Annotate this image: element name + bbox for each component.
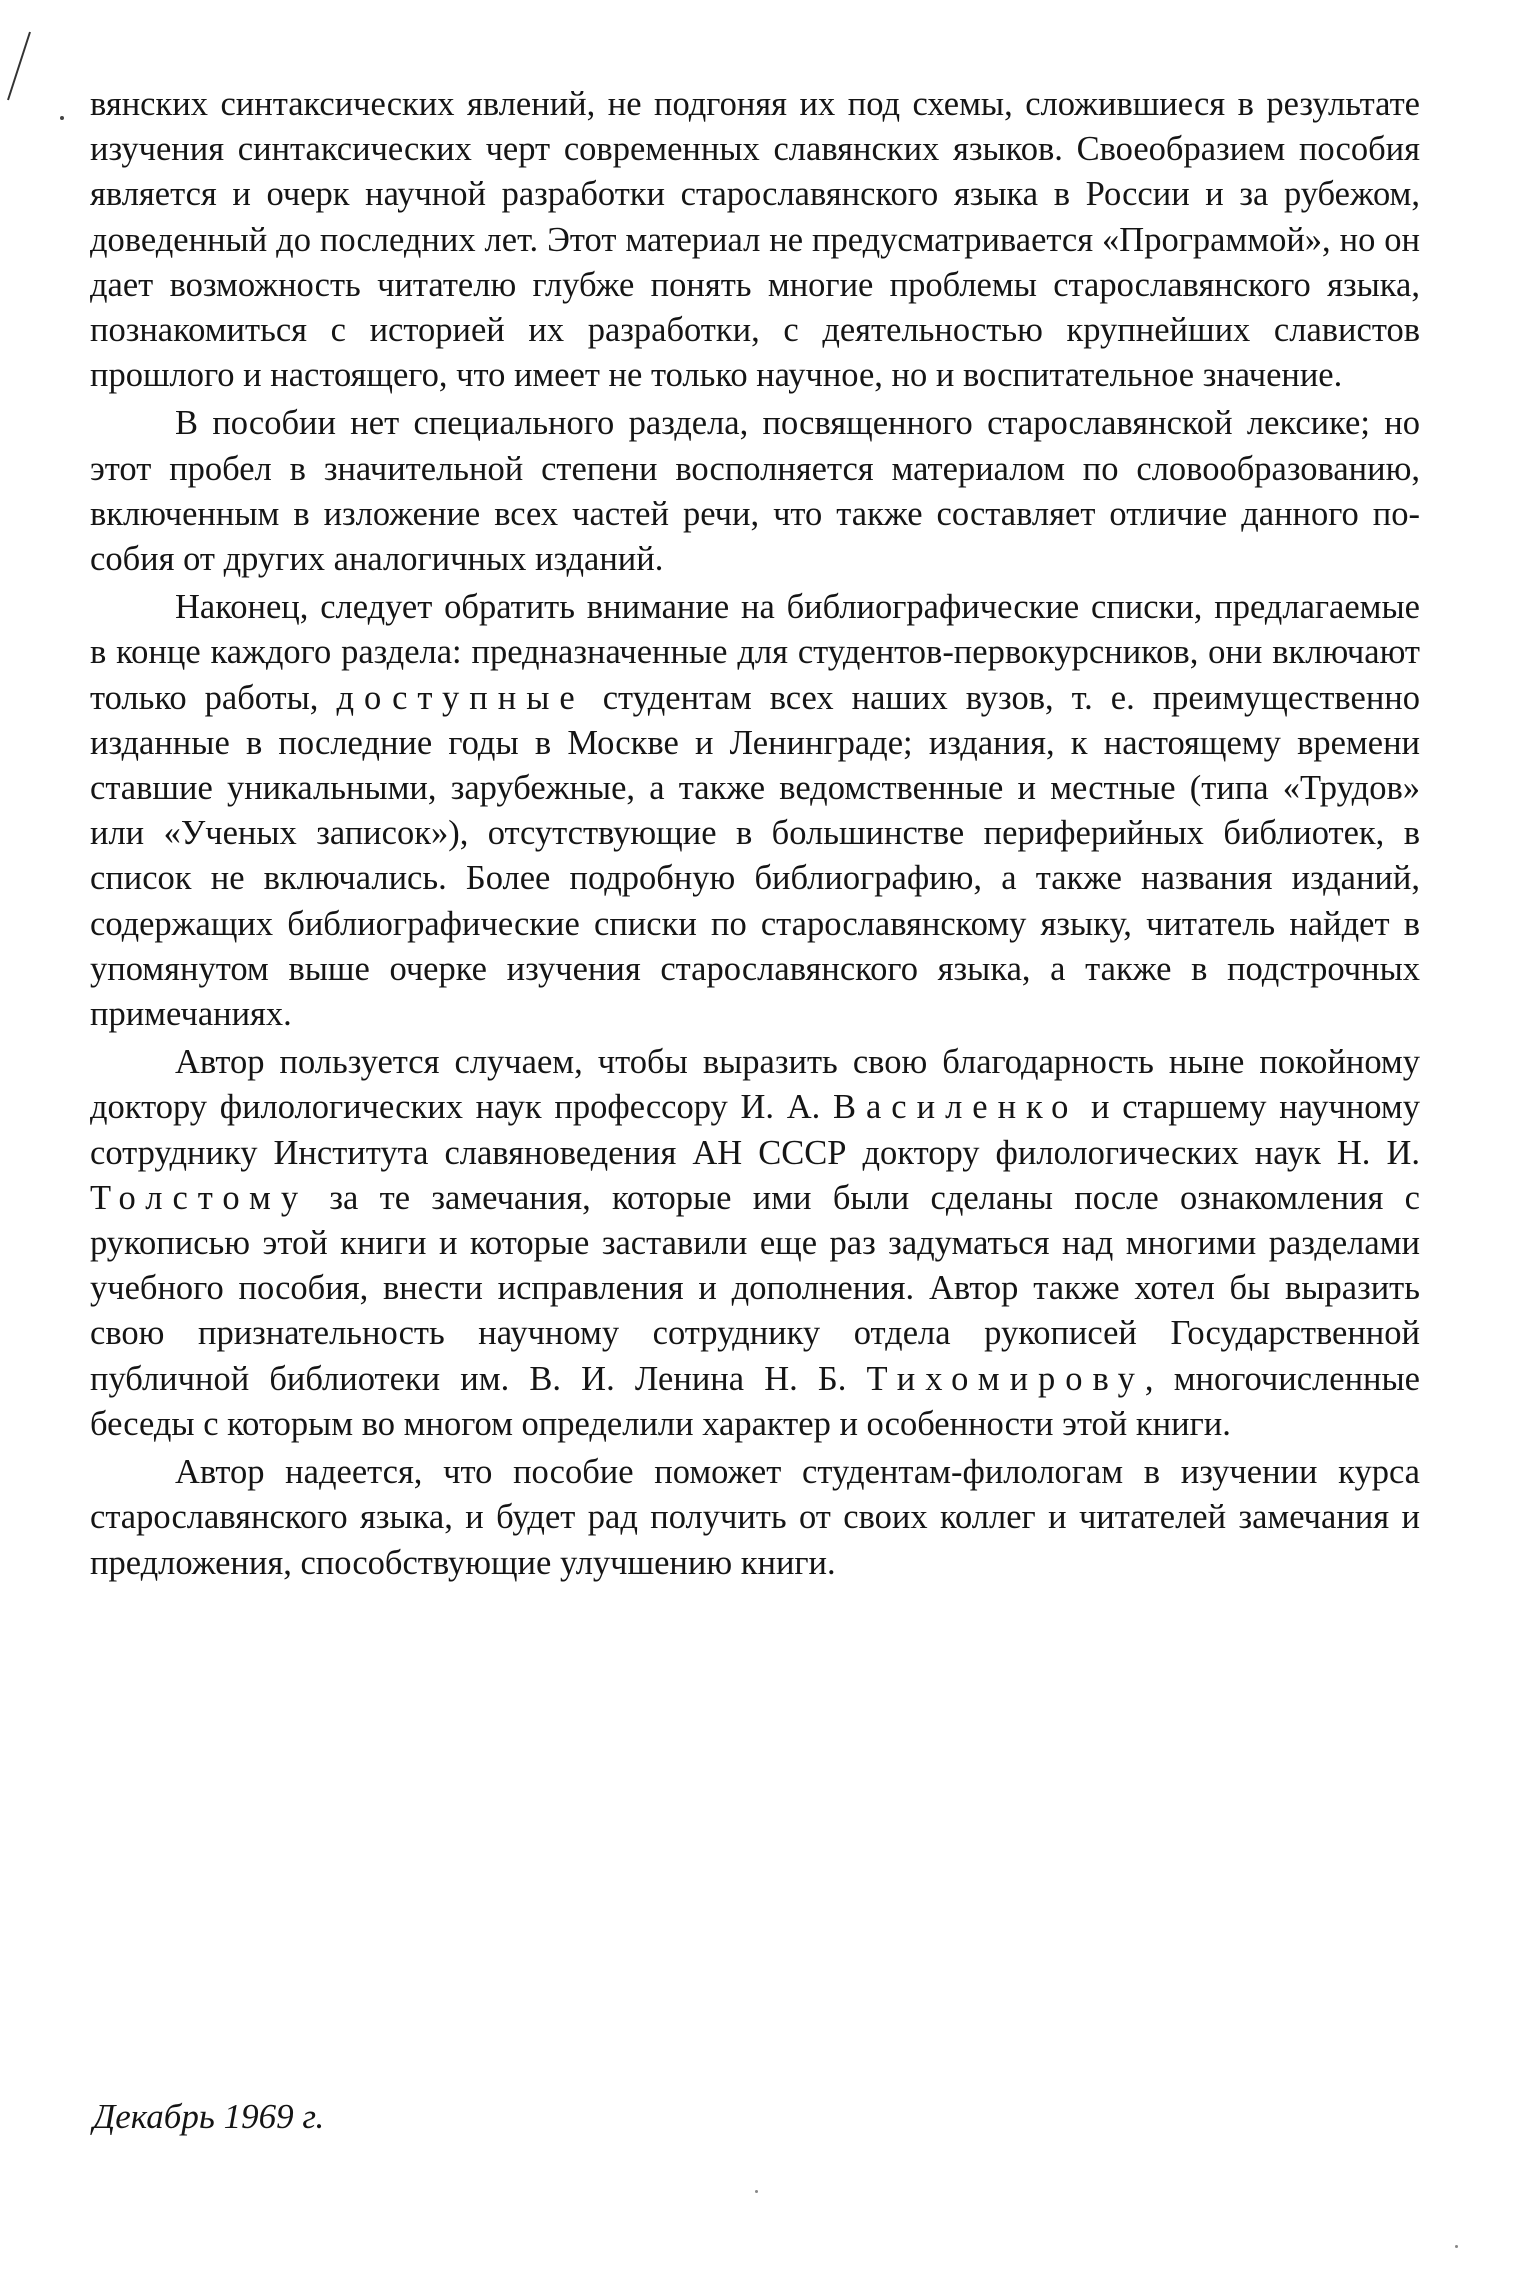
text-run: вянских синтаксических явлений, не подгоняя их под схемы, сложившиеся в результате изучения синтаксических черт современных славянских языков. Своеобразием пособия является и очерк научной разработки старославянского языка в России и за рубежом, доведенный до последних лет. Этот материал не предусматривается «Программой», но он дает возможность читателю глубже понять многие проблемы старославянского языка, познакомиться с историей их разработки, с деятельностью крупнейших славистов прошлого и настоящего, что имеет не только научное, но и воспитательное значение.: [90, 85, 1420, 395]
paragraph-1: [90, 82, 1420, 398]
scan-margin-mark: [0, 0, 80, 120]
text-run: Автор надеется, что пособие поможет студентам-филологам в изучении курса старославянского языка, и будет рад получить от своих коллег и читателей замечания и предложения, способствующие улучшению книги.: [90, 1453, 1420, 1582]
emphasized-name: Василенко: [832, 1088, 1079, 1127]
pencil-stroke-icon: [8, 32, 30, 100]
emphasized-name: доступные: [336, 678, 585, 717]
paragraph-4: [90, 1040, 1420, 1447]
margin-dot-icon: [60, 116, 64, 120]
text-run: и старшему научному сотруднику Института славяноведения АН СССР доктору филологических наук Н. И.: [90, 1088, 1420, 1172]
paragraph-2: [90, 401, 1420, 582]
text-run: Автор пользуется случаем, чтобы выразить свою благодарность ныне покойному доктору филологических наук профессору И. А.: [90, 1043, 1420, 1127]
paragraph-3: [90, 585, 1420, 1037]
date-signature: Декабрь 1969 г.: [93, 2097, 325, 2136]
emphasized-name: Толстому: [90, 1178, 309, 1217]
text-run: за те замечания, которые ими были сделаны после ознакомления с рукописью этой книги и которые заставили еще раз задуматься над многими разделами учебного пособия, внести исправления и дополнения. Автор также хотел бы выразить свою признательность научному сотруднику отдела рукописей Государственной публичной библиотеки им. В. И. Ленина Н. Б.: [90, 1178, 1420, 1398]
paragraph-5: [90, 1450, 1420, 1586]
text-run: , многочисленные беседы с которым во многом определили характер и особенности этой книги.: [90, 1359, 1420, 1443]
speck-icon: [1455, 2245, 1458, 2248]
text-run: студентам всех наших вузов, т. е. преимущественно изданные в последние годы в Москве и Ленинграде; издания, к настоящему времени ставшие уникальными, зарубежные, а также ведомственные и местные (типа «Трудов» или «Ученых записок»), отсутствующие в большинстве периферийных библиотек, в список не включались. Более подробную библиографию, а также названия изданий, содержащих библиографические списки по старославянскому языку, читатель найдет в упомянутом выше очерке изучения старославянского языка, а также в подстрочных примечаниях.: [90, 678, 1420, 1034]
text-run: Наконец, следует обратить внимание на библиографические списки, предлагаемые в конце каждого раздела: предназначенные для студентов-первокурсников, они включают только работы,: [90, 588, 1420, 717]
text-run: В пособии нет специального раздела, посвященного старославянской лексике; но этот пробел в значительной степени восполняется материалом по словообразованию, включенным в изложение всех частей речи, что также составляет отличие данного пособия от других аналогичных изданий.: [90, 404, 1420, 579]
speck-icon: [755, 2190, 758, 2193]
emphasized-name: Тихомирову: [866, 1359, 1145, 1398]
page-body: [90, 82, 1420, 1586]
